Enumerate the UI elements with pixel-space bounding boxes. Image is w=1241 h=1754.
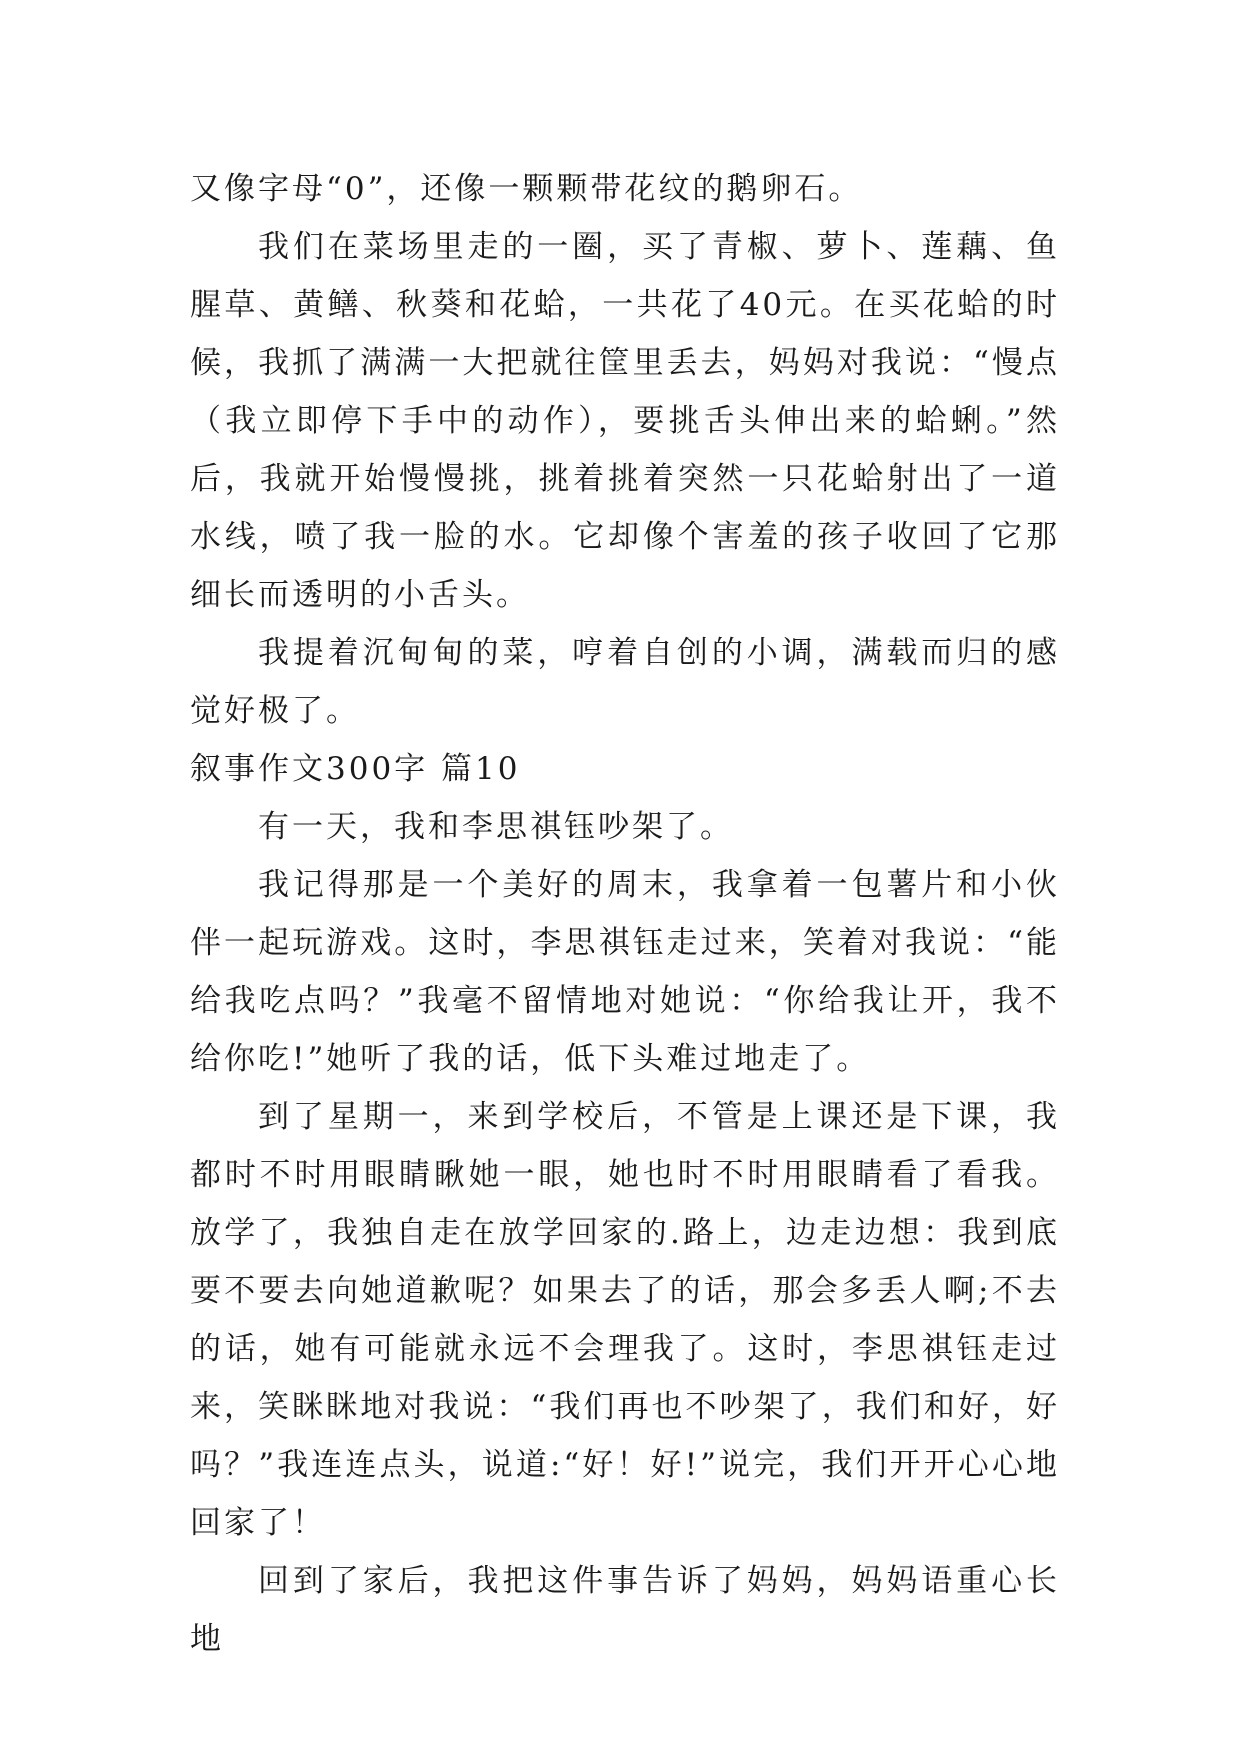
- document-body: [190, 160, 1060, 1668]
- paragraph-continuation: 又像字母“0”，还像一颗颗带花纹的鹅卵石。: [190, 171, 863, 207]
- paragraph: 到了星期一，来到学校后，不管是上课还是下课，我都时不时用眼睛瞅她一眼，她也时不时用眼睛看了看我。放学了，我独自走在放学回家的.路上，边走边想：我到底要不要去向她道歉呢？如果去了的话，那会多丢人啊;不去的话，她有可能就永远不会理我了。这时，李思祺钰走过来，笑眯眯地对我说：“我们再也不吵架了，我们和好，好吗？”我连连点头，说道:“好！好!”说完，我们开开心心地回家了！: [190, 1099, 1060, 1541]
- paragraph: 有一天，我和李思祺钰吵架了。: [258, 809, 734, 845]
- paragraph: 我记得那是一个美好的周末，我拿着一包薯片和小伙伴一起玩游戏。这时，李思祺钰走过来，笑着对我说：“能给我吃点吗？”我毫不留情地对她说：“你给我让开，我不给你吃!”她听了我的话，低下头难过地走了。: [190, 867, 1060, 1077]
- paragraph: 回到了家后，我把这件事告诉了妈妈，妈妈语重心长地: [190, 1563, 1060, 1657]
- paragraph: 我们在菜场里走的一圈，买了青椒、萝卜、莲藕、鱼腥草、黄鳝、秋葵和花蛤，一共花了40元。在买花蛤的时候，我抓了满满一大把就往筐里丢去，妈妈对我说：“慢点（我立即停下手中的动作），要挑舌头伸出来的蛤蜊。”然后，我就开始慢慢挑，挑着挑着突然一只花蛤射出了一道水线，喷了我一脸的水。它却像个害羞的孩子收回了它那细长而透明的小舌头。: [190, 229, 1060, 613]
- paragraph: 我提着沉甸甸的菜，哼着自创的小调，满载而归的感觉好极了。: [190, 635, 1060, 729]
- section-heading: 叙事作文300字 篇10: [190, 751, 521, 787]
